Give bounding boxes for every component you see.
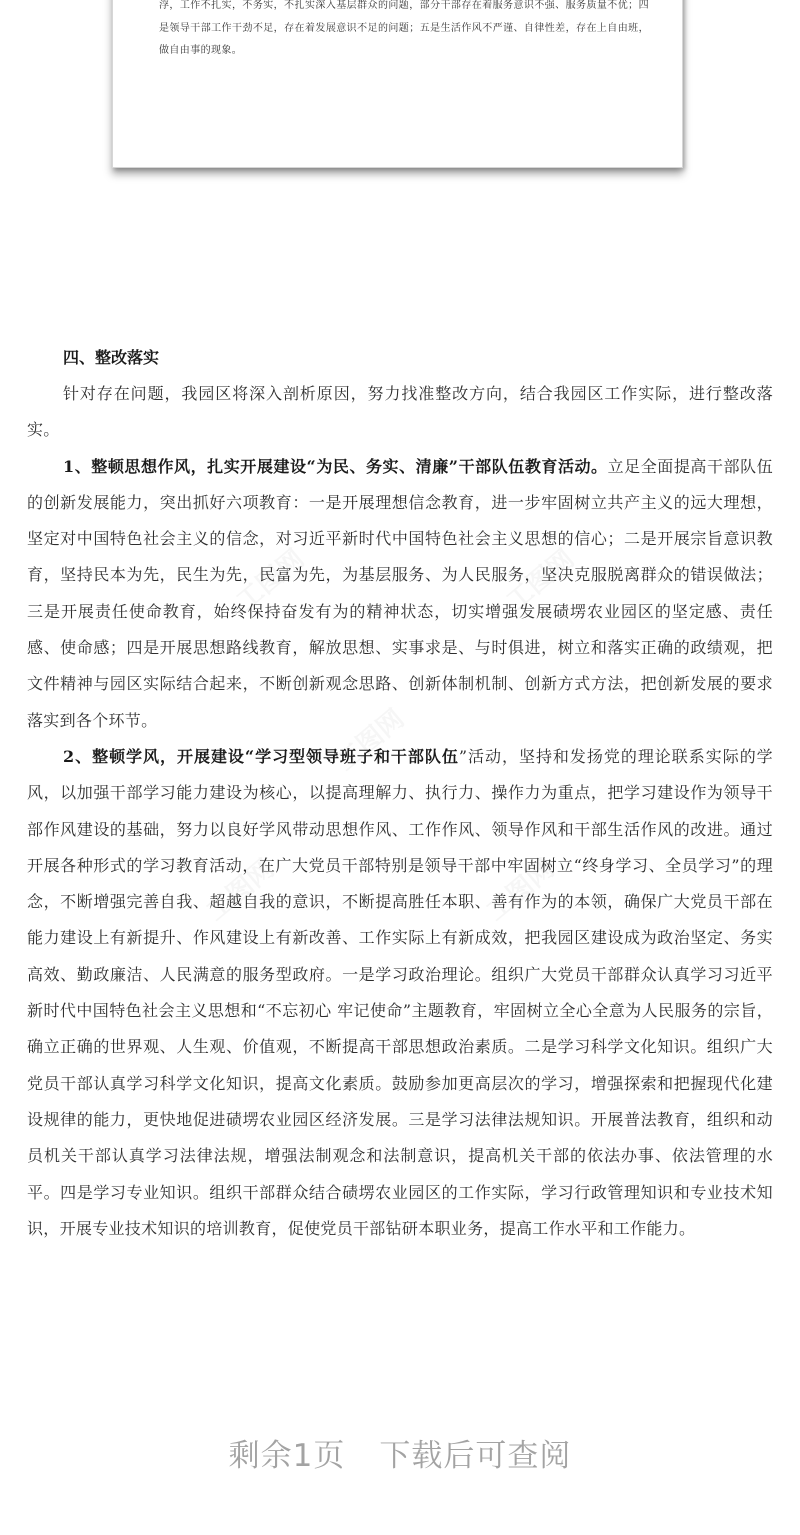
intro-paragraph: 针对存在问题，我园区将深入剖析原因，努力找准整改方向，结合我园区工作实际，进行整改落实。	[27, 384, 773, 440]
watermark: 工图网	[501, 543, 581, 617]
item-1-lead: 1、整顿思想作风，扎实开展建设“为民、务实、清廉”干部队伍教育活动。	[63, 456, 608, 476]
watermark: 工图网	[331, 703, 411, 777]
previous-page-text: 浮，工作不扎实，不务实，不扎实深入基层群众的问题，部分干部存在着服务意识不强、服务质量不优；四是领导干部工作干劲不足，存在着发展意识不足的问题；五是生活作风不严谨、自律性差，存在上自由班，做自由事的现象。	[159, 0, 649, 56]
document-body	[27, 340, 773, 1247]
item-2-lead: 2、整顿学风，开展建设“学习型领导班子和干部队伍	[63, 746, 459, 766]
item-2-paragraph	[27, 739, 773, 1247]
section-heading: 四、整改落实	[63, 348, 160, 367]
item-1-body: 立足全面提高干部队伍的创新发展能力，突出抓好六项教育：一是开展理想信念教育，进一步牢固树立共产主义的远大理想，坚定对中国特色社会主义的信念，对习近平新时代中国特色社会主义思想的信心；二是开展宗旨意识教育，坚持民本为先，民生为先，民富为先，为基层服务、为人民服务，坚决克服脱离群众的错误做法；三是开展责任使命教育，始终保持奋发有为的精神状态，切实增强发展碛塄农业园区的坚定感、责任感、使命感；四是开展思想路线教育，解放思想、实事求是、与时俱进，树立和落实正确的政绩观，把文件精神与园区实际结合起来，不断创新观念思路、创新体制机制、创新方式方法，把创新发展的要求落实到各个环节。	[27, 456, 773, 730]
item-1-paragraph	[27, 449, 773, 739]
watermark: 工图网	[481, 853, 561, 927]
previous-page-card	[112, 0, 683, 168]
item-2-body: ”活动，坚持和发扬党的理论联系实际的学风，以加强干部学习能力建设为核心，以提高理解力、执行力、操作力为重点，把学习建设作为领导干部作风建设的基础，努力以良好学风带动思想作风、工作作风、领导作风和干部生活作风的改进。通过开展各种形式的学习教育活动，在广大党员干部特别是领导干部中牢固树立“终身学习、全员学习”的理念，不断增强完善自我、超越自我的意识，不断提高胜任本职、善有作为的本领，确保广大党员干部在能力建设上有新提升、作风建设上有新改善、工作实际上有新成效，把我园区建设成为政治坚定、务实高效、勤政廉洁、人民满意的服务型政府。一是学习政治理论。组织广大党员干部群众认真学习习近平新时代中国特色社会主义思想和“不忘初心 牢记使命”主题教育，牢固树立全心全意为人民服务的宗旨，确立正确的世界观、人生观、价值观，不断提高干部思想政治素质。二是学习科学文化知识。组织广大党员干部认真学习科学文化知识，提高文化素质。鼓励参加更高层次的学习，增强探索和把握现代化建设规律的能力，更快地促进碛塄农业园区经济发展。三是学习法律法规知识。开展普法教育，组织和动员机关干部认真学习法律法规，增强法制观念和法制意识，提高机关干部的依法办事、依法管理的水平。四是学习专业知识。组织干部群众结合碛塄农业园区的工作实际，学习行政管理知识和专业技术知识，开展专业技术知识的培训教育，促使党员干部钻研本职业务，提高工作水平和工作能力。	[27, 746, 773, 1238]
download-to-view-label: 下载后可查阅	[379, 1438, 572, 1474]
watermark: 工图网	[231, 543, 311, 617]
download-prompt[interactable]	[0, 1430, 800, 1475]
watermark: 工图网	[201, 853, 281, 927]
remaining-pages-label: 剩余1页	[228, 1438, 346, 1474]
